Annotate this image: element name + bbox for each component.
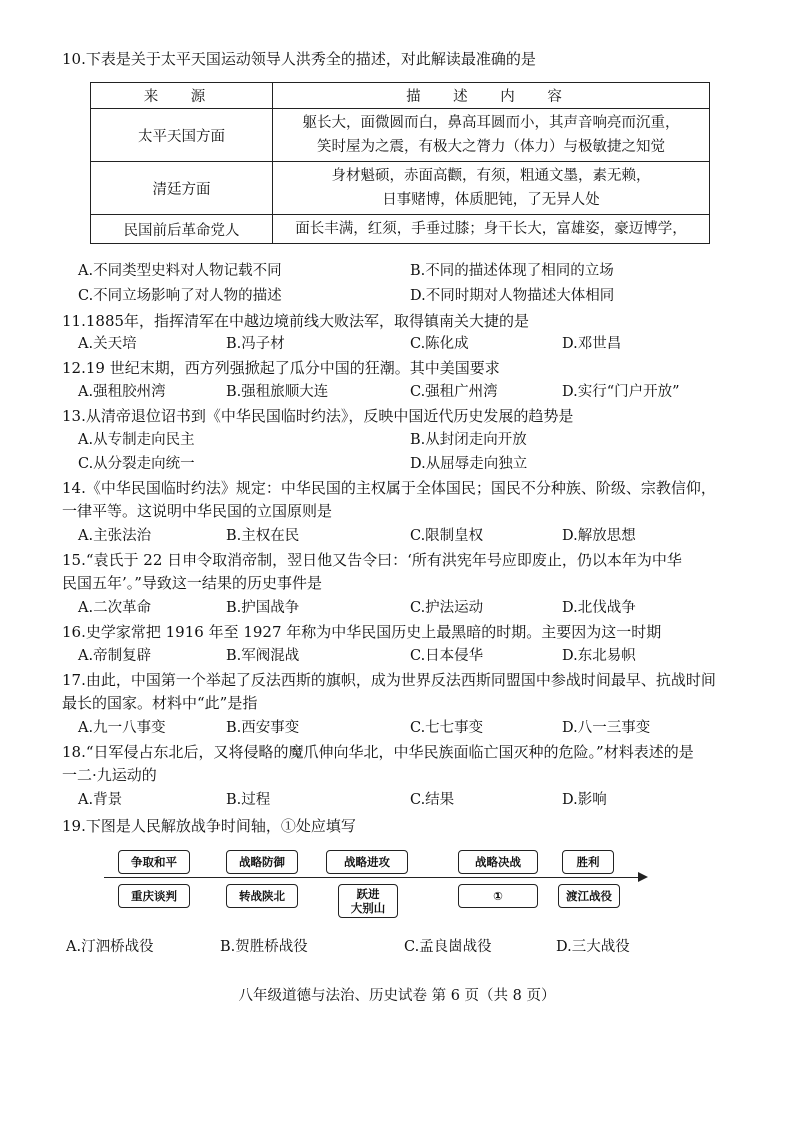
option-a[interactable]: A.背景 [78, 792, 123, 808]
option-c[interactable]: C.从分裂走向统一 [78, 456, 195, 472]
option-c[interactable]: C.七七事变 [410, 720, 484, 736]
q17-stem-line2: 最长的国家。材料中“此”是指 [62, 694, 258, 712]
option-d[interactable]: D.不同时期对人物描述大体相同 [410, 288, 615, 304]
timeline-arrow-icon [638, 872, 648, 882]
option-a[interactable]: A.帝制复辟 [78, 648, 152, 664]
timeline-event: 跃进 大别山 [338, 884, 398, 918]
desc-line: 躯长大，面微圆而白，鼻高耳圆而小，其声音响亮而沉重， [302, 115, 680, 131]
table-row [91, 109, 710, 162]
table-row [91, 162, 710, 215]
table-cell-description [273, 215, 710, 244]
option-c[interactable]: C.强租广州湾 [410, 384, 498, 400]
q12-stem: 12.19 世纪末期，西方列强掀起了瓜分中国的狂潮。其中美国要求 [62, 359, 500, 377]
timeline-axis [104, 877, 644, 878]
timeline-event: 渡江战役 [558, 884, 620, 908]
timeline-stage: 战略决战 [458, 850, 538, 874]
option-b[interactable]: B.军阀混战 [226, 648, 300, 664]
option-b[interactable]: B.贺胜桥战役 [220, 939, 308, 955]
desc-line: 日事赌博，体质肥钝，了无异人处 [382, 192, 600, 208]
option-c[interactable]: C.不同立场影响了对人物的描述 [78, 288, 282, 304]
option-d[interactable]: D.三大战役 [556, 939, 630, 955]
q11-stem: 11.1885年，指挥清军在中越边境前线大败法军，取得镇南关大捷的是 [62, 312, 530, 330]
table-cell-description [273, 109, 710, 162]
q13-stem: 13.从清帝退位诏书到《中华民国临时约法》，反映中国近代历史发展的趋势是 [62, 407, 574, 425]
desc-line: 笑时屋为之震，有极大之膂力（体力）与极敏捷之知觉 [317, 139, 665, 155]
option-a[interactable]: A.不同类型史料对人物记载不同 [78, 263, 282, 279]
desc-line: 身材魁硕，赤面高颧，有须，粗通文墨，素无赖， [331, 168, 651, 184]
timeline-event: 转战陕北 [226, 884, 298, 908]
option-c[interactable]: C.护法运动 [410, 600, 484, 616]
q10-options [78, 260, 758, 308]
table-cell-source: 民国前后革命党人 [91, 215, 273, 244]
q15-stem-line1: 15.“袁氏于 22 日申令取消帝制，翌日他又告令曰：‘所有洪宪年号应即废止，仍以本年为中华 [62, 551, 682, 569]
option-b[interactable]: B.西安事变 [226, 720, 300, 736]
option-a[interactable]: A.主张法治 [78, 528, 152, 544]
option-d[interactable]: D.东北易帜 [562, 648, 636, 664]
timeline-event-blank: ① [458, 884, 538, 908]
q10-table [90, 82, 710, 244]
q14-stem-line1: 14.《中华民国临时约法》规定：中华民国的主权属于全体国民；国民不分种族、阶级、宗教信仰， [62, 479, 716, 497]
option-a[interactable]: A.九一八事变 [78, 720, 166, 736]
table-cell-source: 太平天国方面 [91, 109, 273, 162]
option-c[interactable]: C.日本侵华 [410, 648, 484, 664]
option-b[interactable]: B.不同的描述体现了相同的立场 [410, 263, 614, 279]
option-b[interactable]: B.从封闭走向开放 [410, 432, 527, 448]
table-cell-description [273, 162, 710, 215]
table-header-description: 描 述 内 容 [273, 83, 710, 109]
timeline-event: 重庆谈判 [118, 884, 190, 908]
q17-stem-line1: 17.由此，中国第一个举起了反法西斯的旗帜，成为世界反法西斯同盟国中参战时间最早、抗战时间 [62, 671, 716, 689]
option-a[interactable]: A.二次革命 [78, 600, 152, 616]
q14-stem-line2: 一律平等。这说明中华民国的立国原则是 [62, 502, 333, 520]
option-d[interactable]: D.影响 [562, 792, 607, 808]
option-b[interactable]: B.过程 [226, 792, 271, 808]
page-footer: 八年级道德与法治、历史试卷 第 6 页（共 8 页） [238, 988, 556, 1004]
option-a[interactable]: A.强租胶州湾 [78, 384, 166, 400]
q19-stem: 19.下图是人民解放战争时间轴，①处应填写 [62, 817, 356, 835]
option-d[interactable]: D.邓世昌 [562, 336, 622, 352]
q18-stem-line2: 一二·九运动的 [62, 766, 157, 784]
desc-line: 面长丰满，红须，手垂过膝；身干长大，富雄姿，豪迈博学， [295, 221, 687, 237]
table-cell-source: 清廷方面 [91, 162, 273, 215]
q15-stem-line2: 民国五年’。”导致这一结果的历史事件是 [62, 574, 322, 592]
option-a[interactable]: A.关天培 [78, 336, 137, 352]
option-d[interactable]: D.从屈辱走向独立 [410, 456, 528, 472]
option-d[interactable]: D.八一三事变 [562, 720, 651, 736]
option-c[interactable]: C.结果 [410, 792, 455, 808]
table-header-source: 来 源 [91, 83, 273, 109]
option-c[interactable]: C.孟良崮战役 [404, 939, 492, 955]
option-a[interactable]: A.从专制走向民主 [78, 432, 195, 448]
q10-stem: 10.下表是关于太平天国运动领导人洪秀全的描述，对此解读最准确的是 [62, 50, 536, 68]
option-d[interactable]: D.北伐战争 [562, 600, 636, 616]
timeline-stage: 战略进攻 [326, 850, 408, 874]
option-b[interactable]: B.护国战争 [226, 600, 300, 616]
timeline-stage: 战略防御 [226, 850, 298, 874]
option-b[interactable]: B.强租旅顺大连 [226, 384, 329, 400]
table-header-row [91, 83, 710, 109]
option-b[interactable]: B.主权在民 [226, 528, 300, 544]
option-c[interactable]: C.限制皇权 [410, 528, 484, 544]
timeline-stage: 胜利 [562, 850, 614, 874]
option-a[interactable]: A.汀泗桥战役 [66, 939, 154, 955]
timeline-stage: 争取和平 [118, 850, 190, 874]
option-b[interactable]: B.冯子材 [226, 336, 285, 352]
q16-stem: 16.史学家常把 1916 年至 1927 年称为中华民国历史上最黑暗的时期。主要因为这一时期 [62, 623, 662, 641]
option-d[interactable]: D.实行“门户开放” [562, 384, 680, 400]
q13-options [78, 429, 758, 477]
q18-stem-line1: 18.“日军侵占东北后，又将侵略的魔爪伸向华北，中华民族面临亡国灭种的危险。”材料表述的是 [62, 743, 694, 761]
table-row [91, 215, 710, 244]
war-timeline [104, 848, 664, 918]
option-c[interactable]: C.陈化成 [410, 336, 469, 352]
option-d[interactable]: D.解放思想 [562, 528, 636, 544]
